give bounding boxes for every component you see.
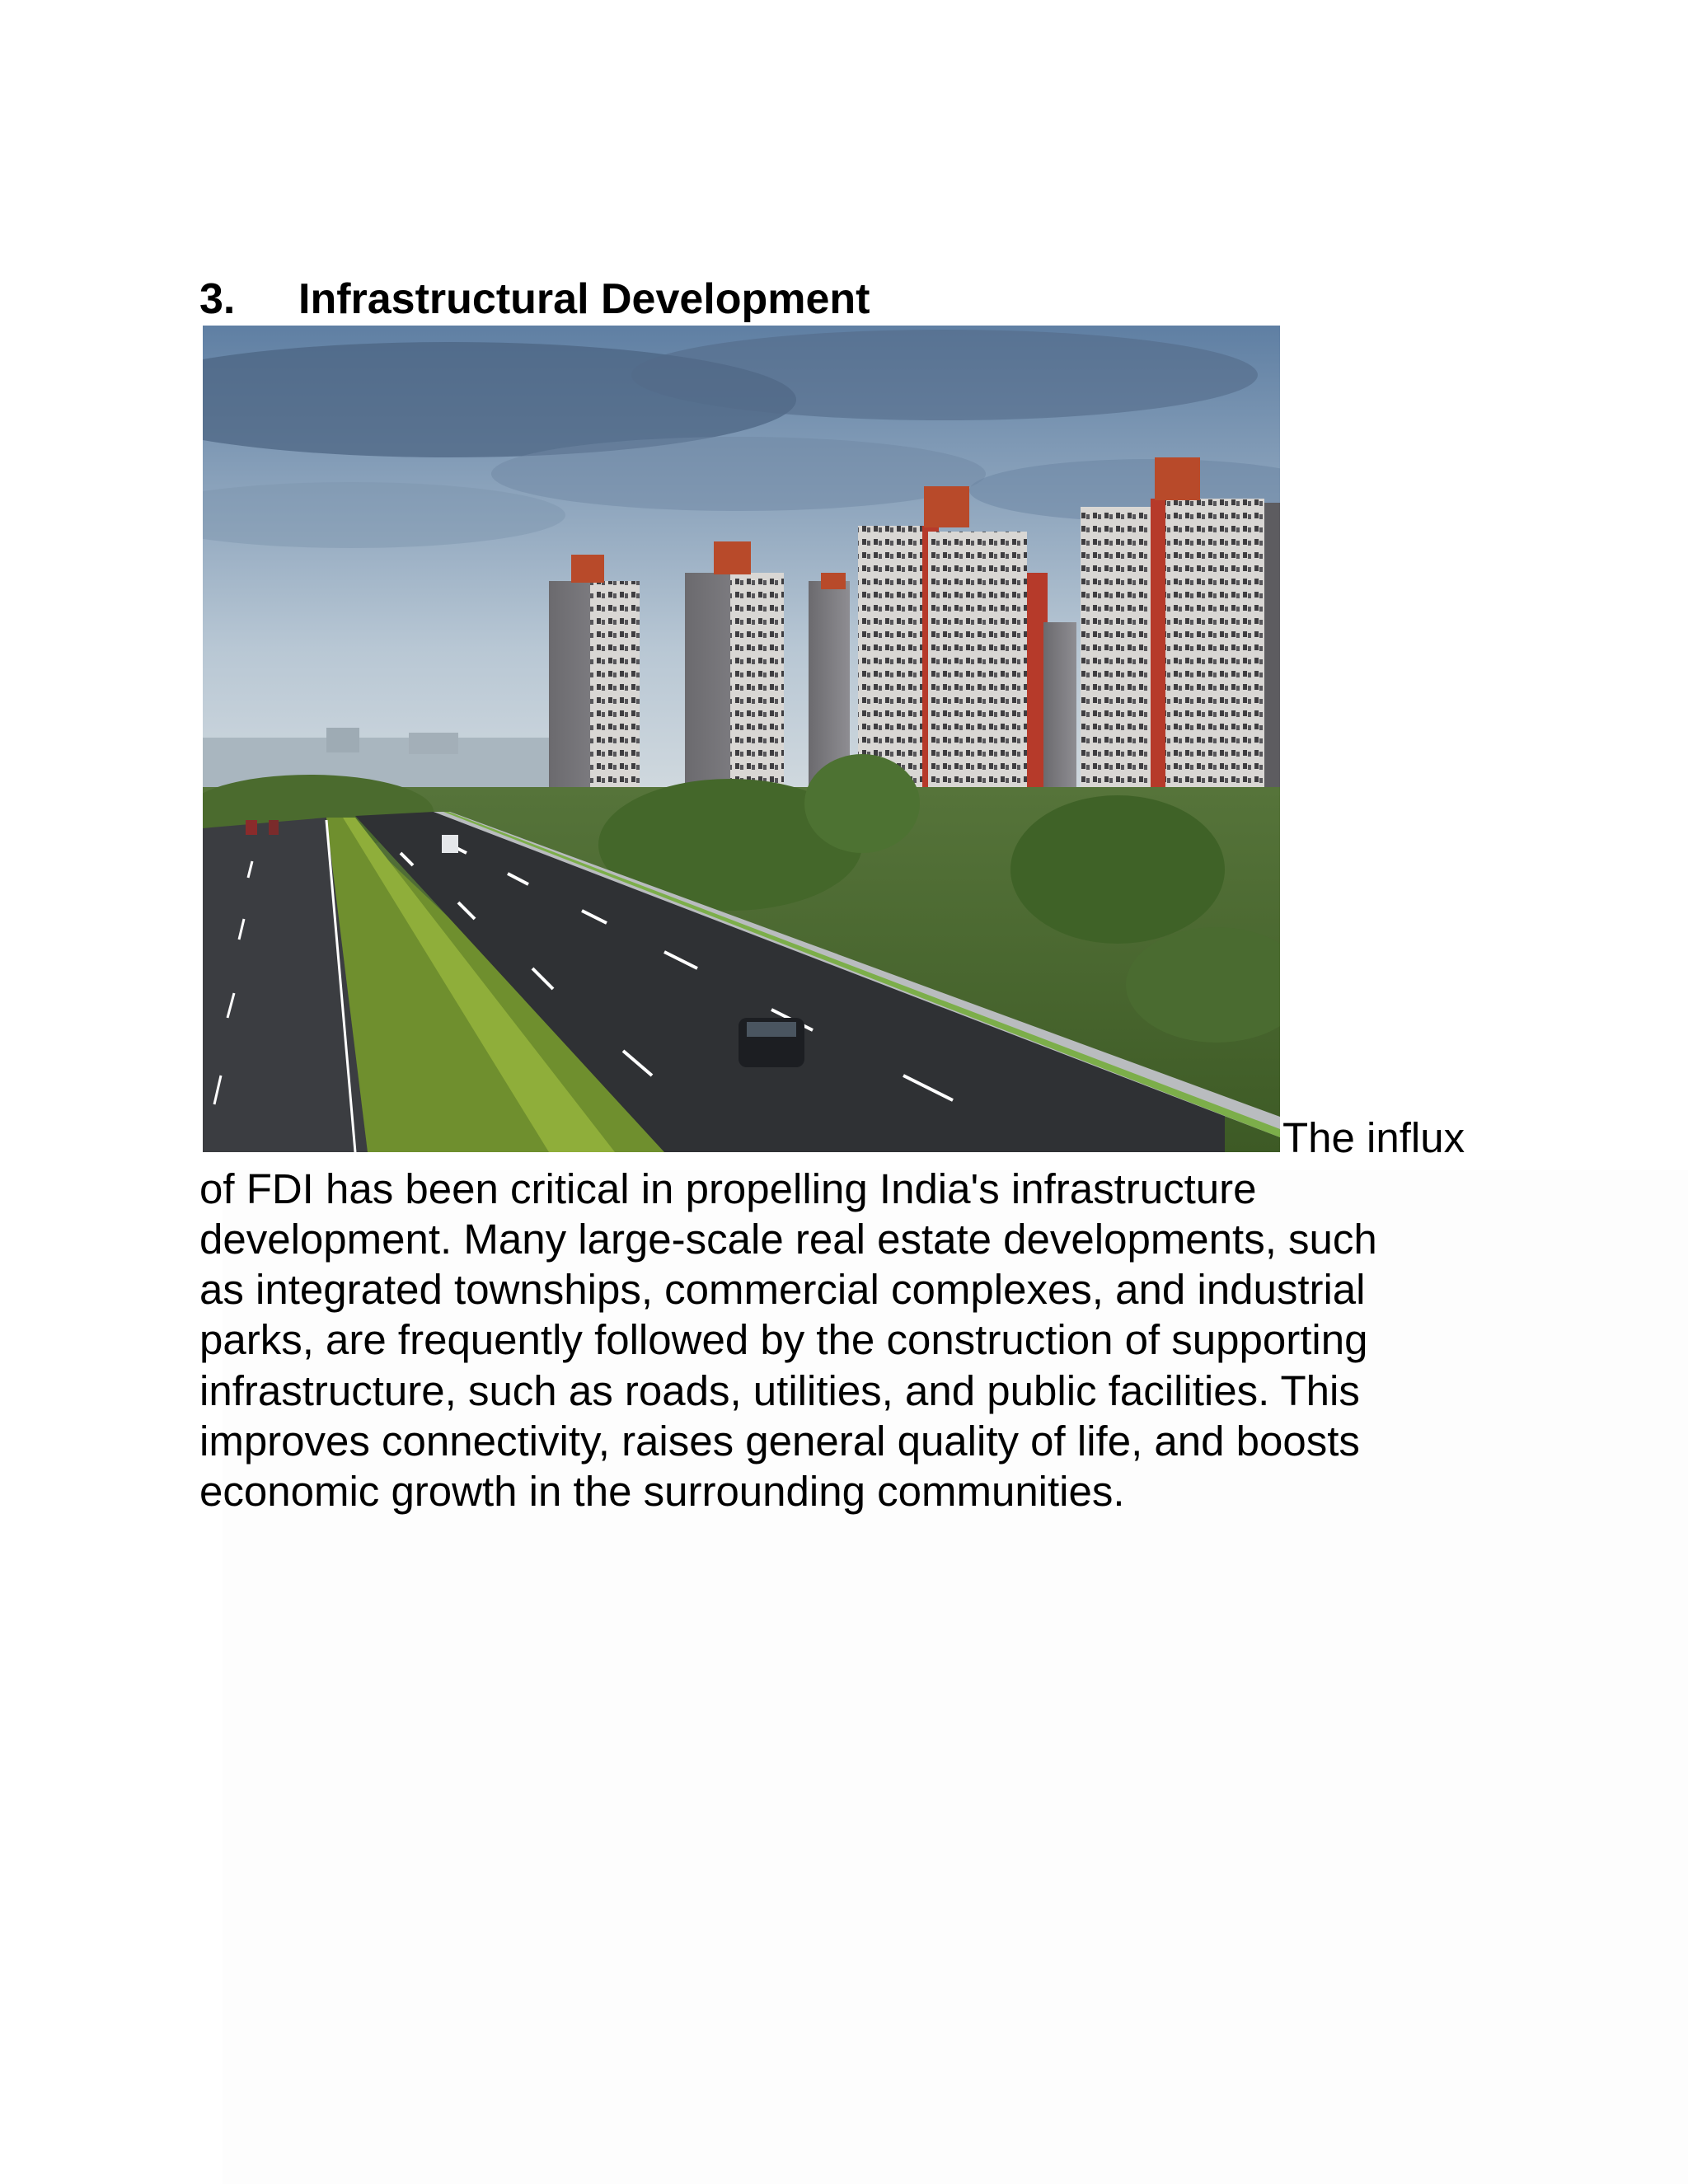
section-heading	[199, 272, 870, 326]
paragraph-line: as integrated townships, commercial complexes, and industrial	[199, 1266, 1366, 1313]
paragraph-line: infrastructure, such as roads, utilities, and public facilities. This	[199, 1367, 1360, 1414]
section-number: 3.	[199, 275, 236, 323]
paragraph-line: improves connectivity, raises general quality of life, and boosts	[199, 1418, 1360, 1465]
photo-icon	[203, 326, 1280, 1152]
paragraph-line: The influx	[1282, 1114, 1465, 1161]
paragraph-line: of FDI has been critical in propelling India's infrastructure	[199, 1165, 1257, 1212]
paragraph-line: parks, are frequently followed by the construction of supporting	[199, 1316, 1368, 1363]
section-title: Infrastructural Development	[298, 275, 870, 323]
highway-township-photo	[203, 326, 1280, 1152]
paragraph-line: economic growth in the surrounding communities.	[199, 1468, 1125, 1515]
paragraph-line: development. Many large-scale real estate developments, such	[199, 1216, 1377, 1263]
